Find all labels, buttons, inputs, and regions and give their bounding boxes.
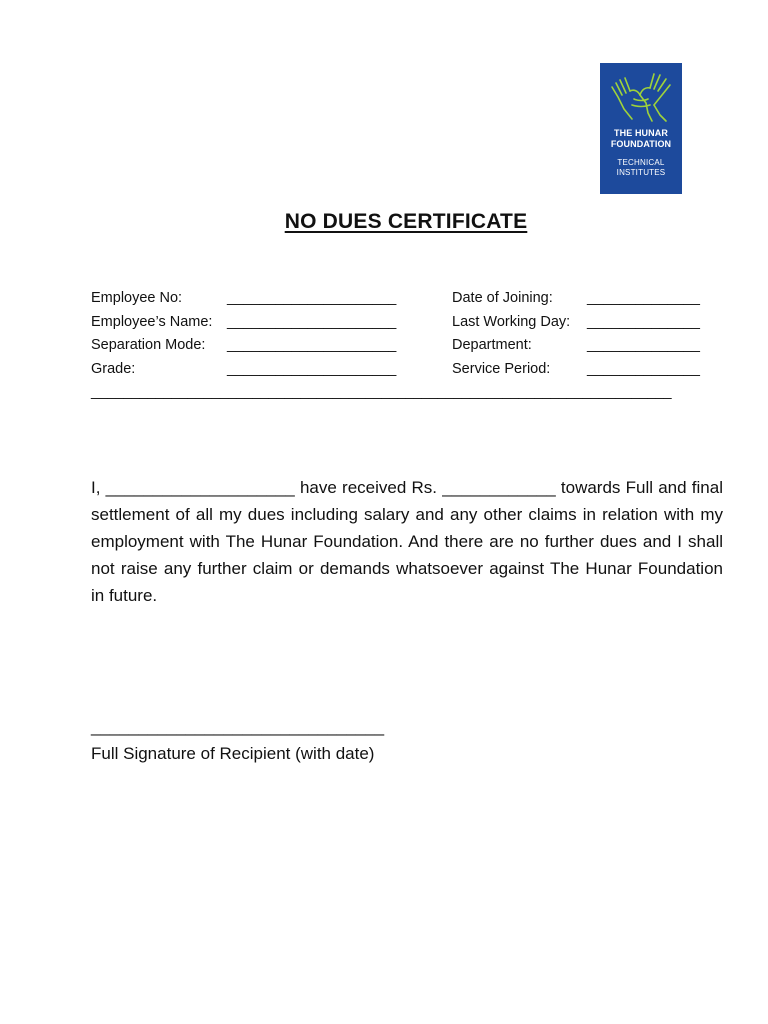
- employee-no-label: Employee No:: [91, 290, 183, 306]
- last-working-day-label: Last Working Day:: [452, 313, 571, 330]
- field-row: [91, 287, 731, 311]
- last-working-day-blank: ______________: [587, 313, 700, 330]
- grade-blank: _____________________: [227, 360, 397, 377]
- department-blank: ______________: [587, 337, 700, 353]
- separation-mode-blank: _____________________: [227, 337, 397, 353]
- employee-no-blank: _____________________: [227, 290, 397, 306]
- signature-label: Full Signature of Recipient (with date): [91, 744, 375, 763]
- field-row: [91, 358, 731, 382]
- service-period-blank: ______________: [587, 360, 700, 377]
- employee-name-label: Employee’s Name:: [91, 313, 213, 330]
- hunar-foundation-logo: [600, 63, 682, 194]
- date-of-joining-label: Date of Joining:: [452, 290, 553, 306]
- separator-line: ________________________________________________________________________: [91, 384, 672, 400]
- date-of-joining-blank: ______________: [587, 290, 700, 306]
- field-row: [91, 311, 731, 335]
- logo-subtitle: TECHNICAL INSTITUTES: [616, 158, 666, 177]
- page-title: NO DUES CERTIFICATE: [284, 210, 528, 233]
- declaration-paragraph: I, ____________________ have received Rs. ____________ towards Full and final settlement of all my dues including salary and any other claims in relation with my employment with The Hunar Foundation. And there are no further dues and I shall not raise any further claim or demands whatsoever against The Hunar Foundation in future.: [91, 478, 723, 605]
- department-label: Department:: [452, 337, 532, 353]
- separation-mode-label: Separation Mode:: [91, 337, 206, 353]
- hands-icon: [608, 69, 674, 125]
- employee-name-blank: _____________________: [227, 313, 397, 330]
- field-row: [91, 334, 731, 358]
- employee-fields: [91, 287, 731, 381]
- signature-line: _______________________________: [91, 717, 385, 736]
- grade-label: Grade:: [91, 360, 136, 377]
- logo-organization-name: THE HUNAR FOUNDATION: [610, 128, 672, 149]
- service-period-label: Service Period:: [452, 360, 551, 377]
